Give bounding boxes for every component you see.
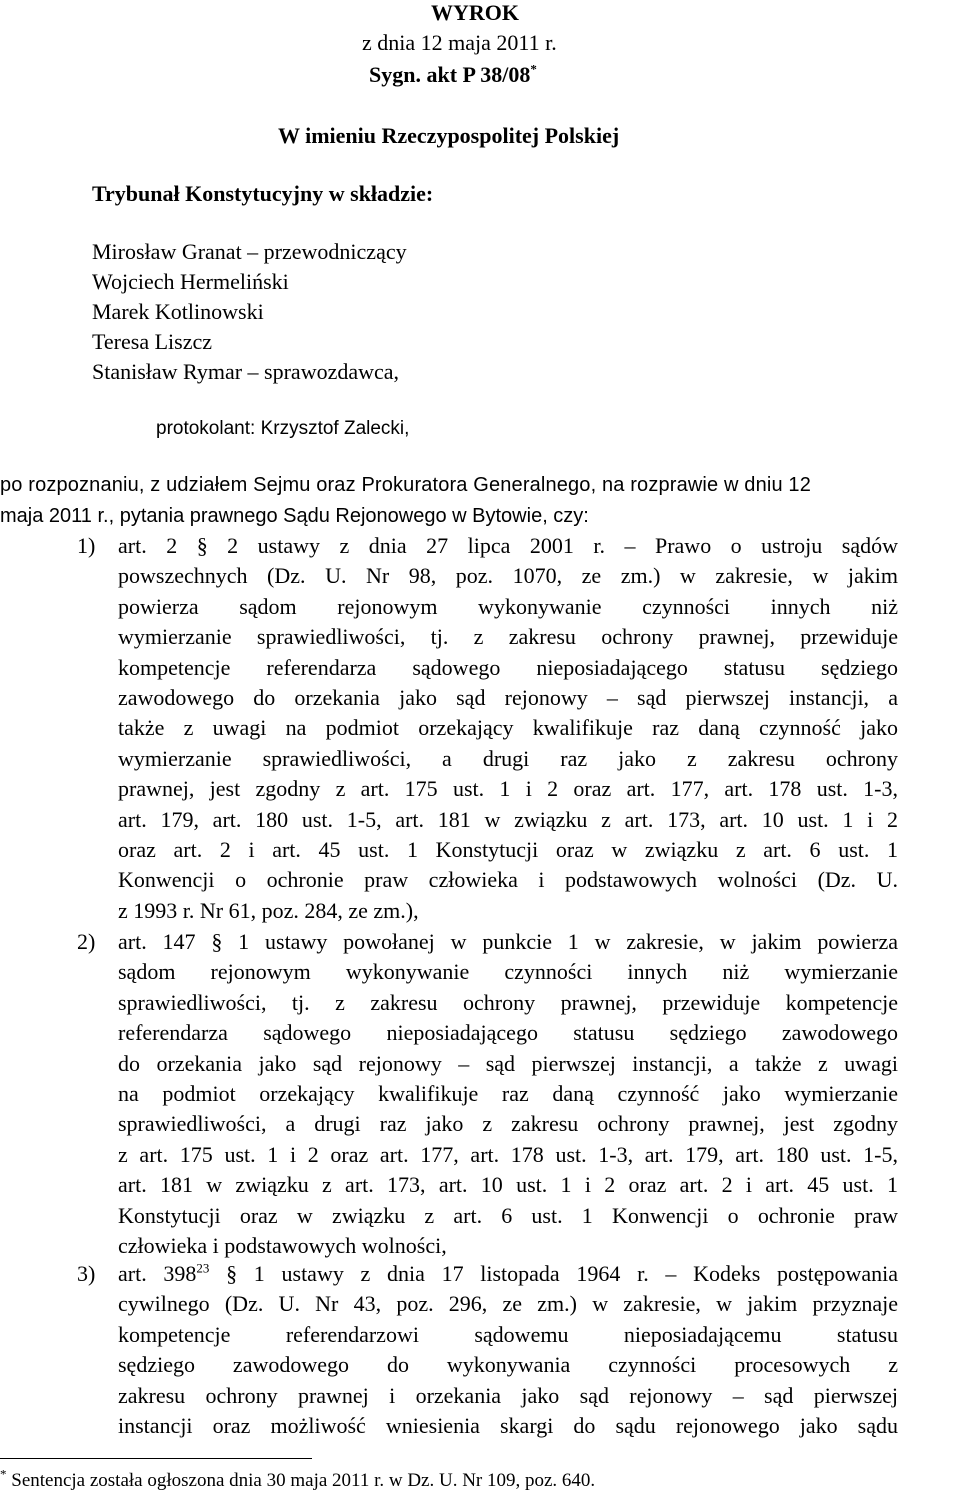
item-line: referendarza sądowego nieposiadającego statusu sędziego zawodowego: [118, 1020, 898, 1046]
item-3-text: [118, 1259, 898, 1441]
item-line: sprawiedliwości, tj. z zakresu ochrony prawnej, przewiduje kompetencje: [118, 989, 898, 1015]
panel-member: Wojciech Hermeliński: [92, 269, 289, 294]
intro-line: maja 2011 r., pytania prawnego Sądu Rejonowego w Bytowie, czy:: [0, 505, 589, 527]
item-line: kompetencje referendarzowi sądowemu nieposiadającemu statusu: [118, 1321, 898, 1347]
panel-member: Teresa Liszcz: [92, 329, 212, 354]
item-number: 3): [77, 1261, 96, 1286]
item-line: powierza sądom rejonowym wykonywanie czynności innych niż: [118, 593, 898, 619]
item-line: Konstytucji oraz w związku z art. 6 ust. 1 Konwencji o ochronie praw: [118, 1202, 898, 1228]
item-line: wymierzanie sprawiedliwości, a drugi raz jako z zakresu ochrony: [118, 745, 898, 771]
judgment-date: z dnia 12 maja 2011 r.: [362, 30, 557, 55]
item-line: człowieka i podstawowych wolności,: [118, 1233, 447, 1259]
case-signature-text: Sygn. akt P 38/08: [369, 62, 531, 87]
case-signature: [369, 60, 537, 90]
footnote-text: Sentencja została ogłoszona dnia 30 maja 2011 r. w Dz. U. Nr 109, poz. 640.: [11, 1470, 596, 1491]
footnote-reference-mark: *: [530, 61, 537, 77]
item-line: Konwencji o ochronie praw człowieka i podstawowych wolności (Dz. U.: [118, 867, 898, 893]
item-line: także z uwagi na podmiot orzekający kwalifikuje raz daną czynność jako: [118, 715, 898, 741]
composition-heading: Trybunał Konstytucyjny w składzie:: [92, 181, 434, 206]
republic-invocation: W imieniu Rzeczypospolitej Polskiej: [278, 123, 620, 148]
item-line: prawnej, jest zgodny z art. 175 ust. 1 i 2 oraz art. 177, art. 178 ust. 1-3,: [118, 776, 898, 802]
document-title: WYROK: [431, 0, 519, 25]
item-line: sprawiedliwości, a drugi raz jako z zakresu ochrony prawnej, jest zgodny: [118, 1111, 898, 1137]
item-line: sądom rejonowym wykonywanie czynności innych niż wymierzanie: [118, 959, 898, 985]
item-line: sędziego zawodowego do wykonywania czynności procesowych z: [118, 1352, 898, 1378]
intro-line: po rozpoznaniu, z udziałem Sejmu oraz Prokuratora Generalnego, na rozprawie w dniu 12: [0, 474, 811, 496]
item-line: na podmiot orzekający kwalifikuje raz daną czynność jako wymierzanie: [118, 1081, 898, 1107]
item-line: z art. 175 ust. 1 i 2 oraz art. 177, art. 178 ust. 1-3, art. 179, art. 180 ust. 1-5,: [118, 1141, 898, 1167]
item-line: art. 2 § 2 ustawy z dnia 27 lipca 2001 r. – Prawo o ustroju sądów: [118, 533, 898, 558]
item-line: oraz art. 2 i art. 45 ust. 1 Konstytucji oraz w związku z art. 6 ust. 1: [118, 837, 898, 863]
panel-member: Marek Kotlinowski: [92, 299, 264, 324]
item-number: 1): [77, 533, 96, 558]
article-superscript: 23: [196, 1260, 210, 1276]
item-line: art. 181 w związku z art. 173, art. 10 ust. 1 i 2 oraz art. 2 i art. 45 ust. 1: [118, 1172, 898, 1198]
item-number: 2): [77, 929, 96, 954]
item-line: kompetencje referendarza sądowego nieposiadającego statusu sędziego: [118, 654, 898, 680]
item-line: z 1993 r. Nr 61, poz. 284, ze zm.),: [118, 897, 419, 923]
item-1-text: [118, 531, 898, 926]
item-2-text: [118, 927, 898, 1261]
item-line: powszechnych (Dz. U. Nr 98, poz. 1070, ze zm.) w zakresie, w jakim: [118, 563, 898, 589]
item-line: art. 147 § 1 ustawy powołanej w punkcie 1 w zakresie, w jakim powierza: [118, 929, 898, 954]
item-line-part: § 1 ustawy z dnia 17 listopada 1964 r. – Kodeks postępowania: [209, 1261, 898, 1286]
item-line: do orzekania jako sąd rejonowy – sąd pierwszej instancji, a także z uwagi: [118, 1050, 898, 1076]
item-line: zakresu ochrony prawnej i orzekania jako sąd rejonowy – sąd pierwszej: [118, 1382, 898, 1408]
item-line: [118, 1259, 898, 1289]
item-line: art. 179, art. 180 ust. 1-5, art. 181 w związku z art. 173, art. 10 ust. 1 i 2: [118, 806, 898, 832]
footnote-mark: *: [0, 1466, 7, 1482]
item-line: wymierzanie sprawiedliwości, tj. z zakresu ochrony prawnej, przewiduje: [118, 624, 898, 650]
footnote: [0, 1466, 595, 1496]
item-line: zawodowego do orzekania jako sąd rejonowy – sąd pierwszej instancji, a: [118, 685, 898, 711]
item-line-part: art. 398: [118, 1261, 197, 1286]
footnote-separator: [0, 1458, 312, 1459]
panel-member: Mirosław Granat – przewodniczący: [92, 239, 407, 264]
item-line: instancji oraz możliwość wniesienia skargi do sądu rejonowego jako sądu: [118, 1413, 898, 1439]
panel-member: Stanisław Rymar – sprawozdawca,: [92, 359, 400, 384]
court-clerk: protokolant: Krzysztof Zalecki,: [156, 418, 410, 439]
item-line: cywilnego (Dz. U. Nr 43, poz. 296, ze zm.) w zakresie, w jakim przyznaje: [118, 1291, 898, 1317]
